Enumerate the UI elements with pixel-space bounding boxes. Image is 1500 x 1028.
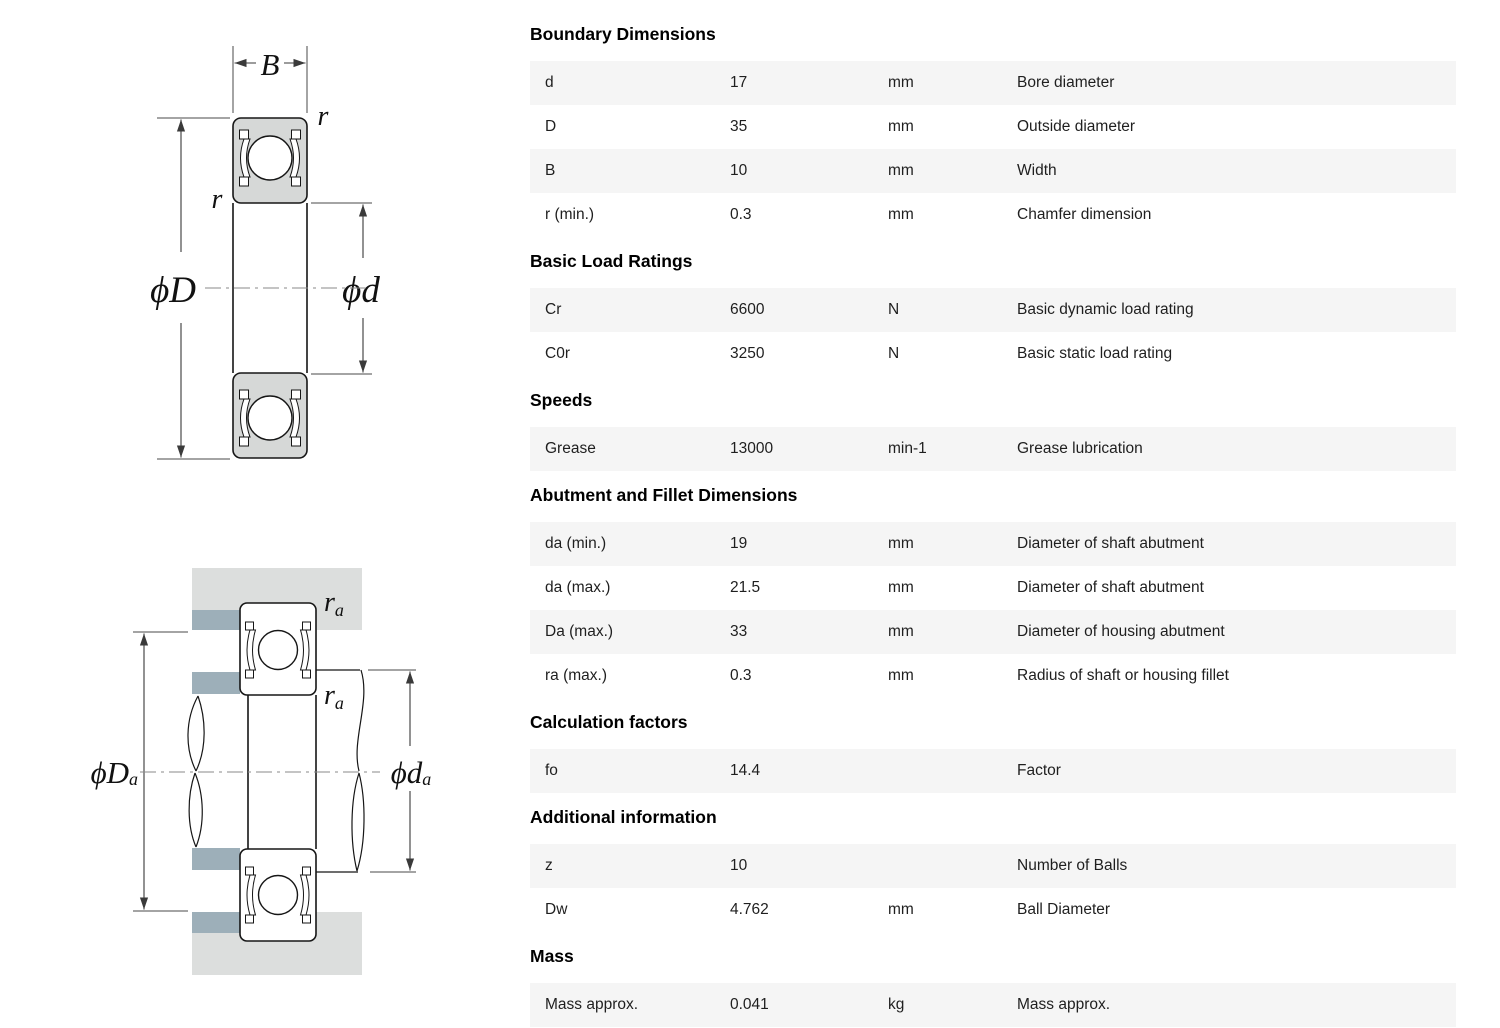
spec-value: 4.762 (730, 901, 769, 918)
ball-and-seals-bottom (240, 390, 301, 446)
spec-value: 6600 (730, 301, 765, 318)
spec-unit: mm (888, 118, 914, 135)
spec-value: 13000 (730, 440, 774, 457)
section-basic-load-ratings (530, 252, 1456, 376)
shaft-shoulder-bottom (192, 848, 240, 870)
section-mass (530, 947, 1456, 1027)
dim-label-ra-top: ra (324, 587, 344, 620)
table-row (530, 888, 1456, 932)
spec-value: 14.4 (730, 762, 761, 779)
section-title: Speeds (530, 390, 593, 410)
dim-label-B: B (260, 47, 280, 82)
table-row (530, 427, 1456, 471)
specification-table (530, 25, 1456, 1027)
spec-description: Grease lubrication (1017, 440, 1143, 457)
spec-description: Mass approx. (1017, 996, 1111, 1013)
ball-and-seals-top (240, 130, 301, 186)
spec-symbol: ra (max.) (545, 667, 607, 684)
spec-value: 0.3 (730, 667, 752, 684)
section-speeds (530, 391, 1456, 471)
table-row (530, 288, 1456, 332)
spec-symbol: Cr (545, 301, 562, 318)
spec-description: Radius of shaft or housing fillet (1017, 667, 1229, 684)
spec-unit: mm (888, 535, 914, 552)
spec-description: Factor (1017, 762, 1061, 779)
bearing-cross-section-diagram (150, 46, 380, 459)
dim-label-phiD: ϕD (150, 270, 196, 311)
table-row (530, 522, 1456, 566)
dim-label-r-left: r (211, 184, 223, 215)
section-title: Abutment and Fillet Dimensions (530, 485, 798, 505)
section-title: Calculation factors (530, 712, 688, 732)
dim-label-phiDa: ϕDa (90, 755, 138, 790)
spec-symbol: d (545, 74, 554, 91)
section-title: Additional information (530, 807, 717, 827)
spec-symbol: Grease (545, 440, 596, 457)
spec-value: 19 (730, 535, 748, 552)
table-row (530, 610, 1456, 654)
spec-value: 10 (730, 162, 748, 179)
spec-unit: mm (888, 579, 914, 596)
spec-value: 35 (730, 118, 748, 135)
spec-description: Basic dynamic load rating (1017, 301, 1194, 318)
spec-value: 17 (730, 74, 748, 91)
housing-shoulder-bottom (192, 912, 240, 933)
spec-symbol: r (min.) (545, 206, 595, 223)
spec-symbol: Mass approx. (545, 996, 639, 1013)
spec-description: Number of Balls (1017, 857, 1128, 874)
spec-unit: mm (888, 901, 914, 918)
spec-unit: mm (888, 162, 914, 179)
spec-symbol: da (min.) (545, 535, 607, 552)
spec-description: Outside diameter (1017, 118, 1136, 135)
section-additional-information (530, 808, 1456, 932)
spec-symbol: C0r (545, 345, 570, 362)
table-row (530, 105, 1456, 149)
spec-value: 0.041 (730, 996, 769, 1013)
ball-icon (248, 136, 292, 180)
spec-value: 3250 (730, 345, 765, 362)
dim-label-phida: ϕda (390, 755, 432, 790)
spec-unit: min-1 (888, 440, 927, 457)
table-row (530, 61, 1456, 105)
dim-label-phid: ϕd (342, 270, 380, 311)
spec-unit: kg (888, 996, 905, 1013)
spec-value: 10 (730, 857, 748, 874)
spec-unit: mm (888, 623, 914, 640)
table-row (530, 566, 1456, 610)
bearing-mounting-diagram (91, 568, 432, 975)
ball-icon (248, 396, 292, 440)
spec-symbol: D (545, 118, 557, 135)
table-row (530, 193, 1456, 237)
dim-label-ra-mid: ra (324, 680, 344, 713)
dim-label-r-top: r (317, 101, 329, 132)
spec-unit: N (888, 345, 900, 362)
spec-description: Diameter of shaft abutment (1017, 579, 1204, 596)
spec-unit: mm (888, 206, 914, 223)
spec-symbol: B (545, 162, 556, 179)
spec-description: Chamfer dimension (1017, 206, 1152, 223)
housing-shoulder-top (192, 610, 240, 630)
spec-unit: mm (888, 74, 914, 91)
spec-description: Width (1017, 162, 1057, 179)
spec-unit: mm (888, 667, 914, 684)
section-boundary-dimensions (530, 25, 1456, 237)
table-row (530, 654, 1456, 698)
spec-description: Diameter of housing abutment (1017, 623, 1225, 640)
spec-description: Basic static load rating (1017, 345, 1173, 362)
ball-icon (259, 876, 298, 915)
spec-description: Ball Diameter (1017, 901, 1111, 918)
spec-symbol: Dw (545, 901, 568, 918)
spec-description: Diameter of shaft abutment (1017, 535, 1204, 552)
table-row (530, 983, 1456, 1027)
spec-value: 21.5 (730, 579, 761, 596)
spec-description: Bore diameter (1017, 74, 1115, 91)
spec-symbol: da (max.) (545, 579, 611, 596)
section-title: Mass (530, 946, 574, 966)
ball-icon (259, 631, 298, 670)
section-abutment-fillet (530, 486, 1456, 698)
shaft-shoulder-top (192, 672, 240, 694)
spec-symbol: fo (545, 762, 558, 779)
table-row (530, 149, 1456, 193)
bearing-diagrams (0, 0, 500, 1028)
spec-value: 33 (730, 623, 748, 640)
section-title: Boundary Dimensions (530, 24, 716, 44)
section-calculation-factors (530, 713, 1456, 793)
spec-symbol: z (545, 857, 553, 874)
table-row (530, 332, 1456, 376)
table-row (530, 844, 1456, 888)
spec-value: 0.3 (730, 206, 752, 223)
table-row (530, 749, 1456, 793)
spec-symbol: Da (max.) (545, 623, 614, 640)
spec-unit: N (888, 301, 900, 318)
section-title: Basic Load Ratings (530, 251, 693, 271)
